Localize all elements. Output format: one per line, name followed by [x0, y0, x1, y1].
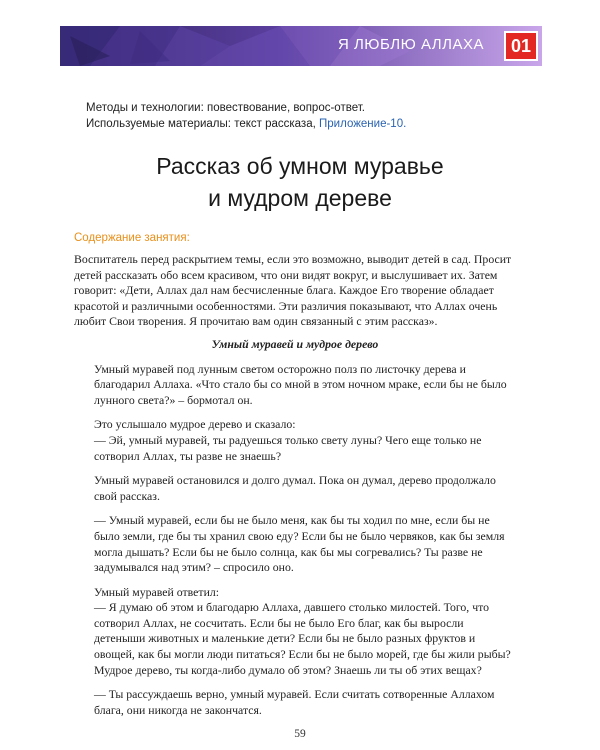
title-line-1: Рассказ об умном муравье — [156, 153, 444, 179]
section-heading: Содержание занятия: — [74, 232, 190, 244]
chapter-banner — [60, 26, 542, 66]
story-paragraph: — Умный муравей, если бы не было меня, как бы ты ходил по мне, если бы не было земли, где бы ты хранил свою еду? Если бы не было червяков, как бы земля могла дышать? Если бы не было солнца, как бы мы согревались? Ты разве не задумывался над этим? – спросило оно. — [94, 513, 505, 575]
story-paragraph: Это услышало мудрое дерево и сказало: — Эй, умный муравей, ты радуешься только свету луны? Чего еще только не сотворил Аллах, ты разве не знаешь? — [94, 417, 482, 463]
methods-line — [86, 100, 526, 116]
story-paragraph: — Ты рассуждаешь верно, умный муравей. Если считать сотворенные Аллахом блага, они никогда не закончатся. — [94, 687, 495, 717]
lesson-content — [74, 252, 516, 727]
banner-title: Я ЛЮБЛЮ АЛЛАХА — [337, 36, 484, 53]
intro-paragraph: Воспитатель перед раскрытием темы, если это возможно, выводит детей в сад. Просит детей рассказать обо всем красивом, что они видят вокруг, и выслушивает их. Затем говорит: «Дети, Аллах дал нам бесчисленные блага. Каждое Его творение обладает красотой и различными особенностями. Эти различия показывают, что Аллах очень любит Свои творения. Я прочитаю вам один связанный с этим рассказ». — [74, 252, 512, 329]
chapter-number-badge: 01 — [504, 31, 538, 61]
methods-value: повествование, вопрос-ответ. — [207, 102, 365, 114]
materials-label: Используемые материалы: — [86, 118, 231, 130]
story-text — [74, 362, 516, 719]
page-number: 59 — [294, 728, 306, 740]
story-paragraph: Умный муравей под лунным светом осторожно полз по листочку дерева и благодарил Аллаха. «Что стало бы со мной в этом ночном мраке, если бы не было лунного света?» – бормотал он. — [94, 361, 507, 407]
appendix-link[interactable]: Приложение-10. — [319, 118, 407, 130]
methods-label: Методы и технологии: — [86, 102, 204, 114]
lesson-meta — [86, 100, 526, 132]
page-title — [60, 150, 540, 214]
materials-line — [86, 116, 526, 132]
title-line-2: и мудром дереве — [208, 185, 392, 211]
story-paragraph: Умный муравей остановился и долго думал. Пока он думал, дерево продолжало свой рассказ. — [94, 473, 496, 503]
story-paragraph: Умный муравей ответил: — Я думаю об этом и благодарю Аллаха, давшего столько милостей. Того, что сотворил Аллах, не сосчитать. Если бы не было Его благ, как бы выросли детеныши животных и маленькие дети? Если бы не было разных фруктов и овощей, как бы могли люди питаться? Если бы не было морей, где бы жили рыбы? Мудрое дерево, ты когда-либо думало об этом? Знаешь ли ты об этих вещах? — [94, 584, 511, 677]
materials-value: текст рассказа, — [234, 118, 316, 130]
story-title: Умный муравей и мудрое дерево — [211, 336, 379, 351]
